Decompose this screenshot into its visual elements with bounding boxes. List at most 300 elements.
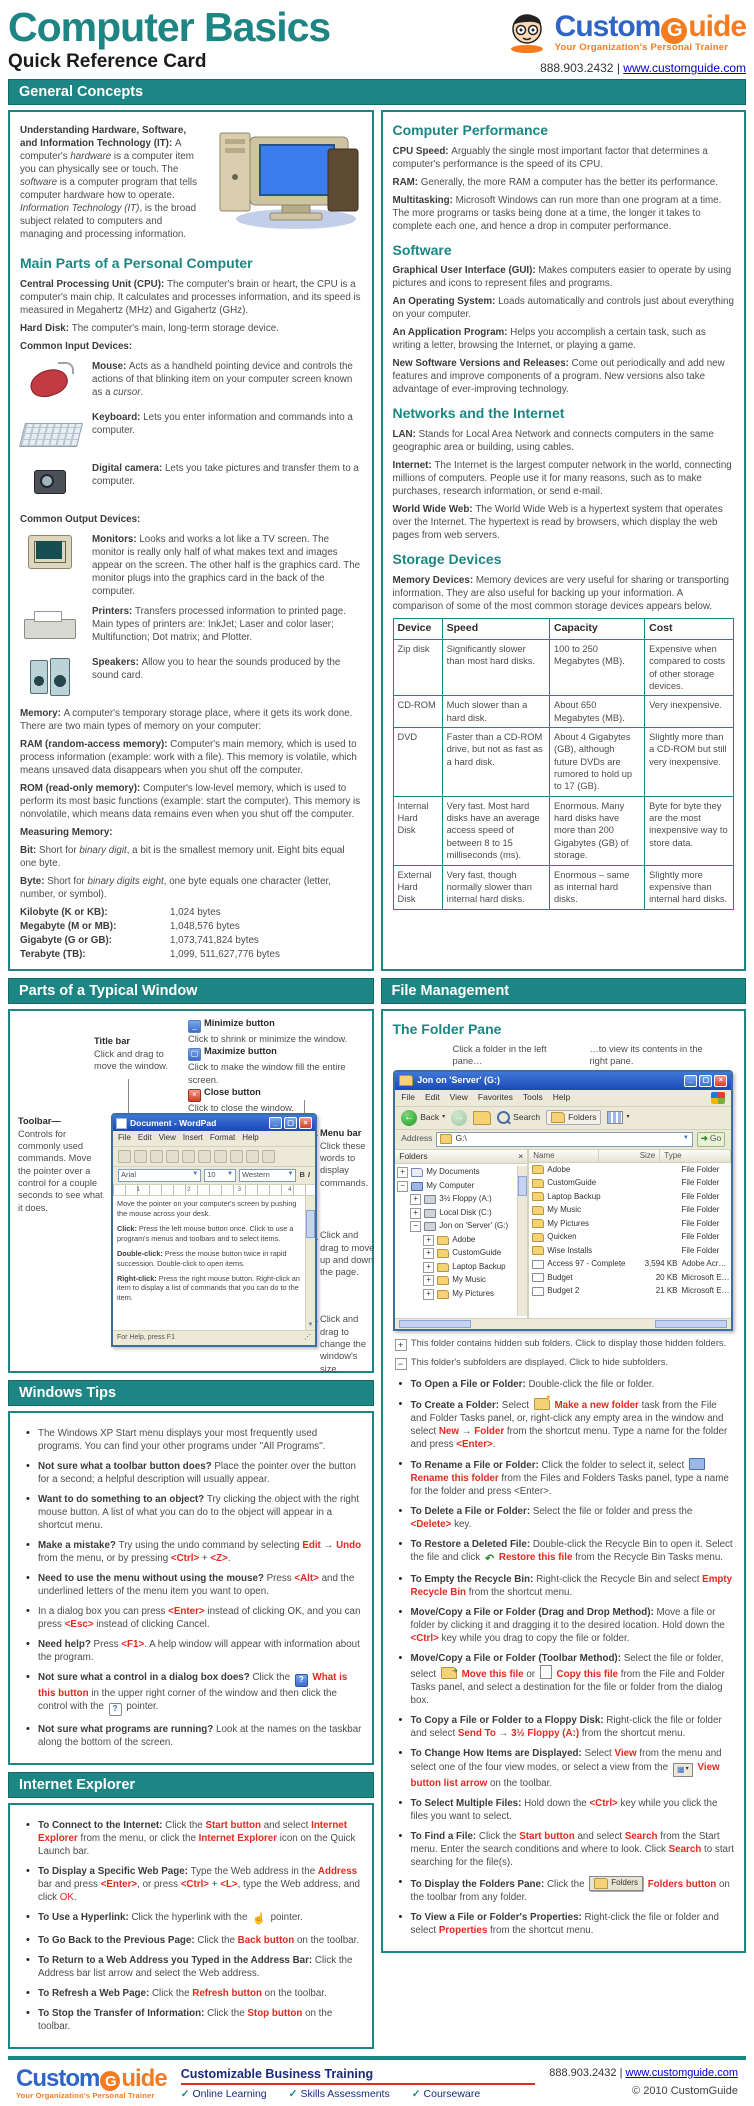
file-row: Budget 20 KB Microsoft E…	[529, 1271, 731, 1285]
menu-item: Edit	[424, 1091, 440, 1102]
folder-icon	[437, 1276, 449, 1285]
table-header: Capacity	[550, 618, 645, 639]
menu-item: View	[158, 1133, 176, 1143]
list-item: • To Display a Specific Web Page: Type the Web address in the Address bar and press <Enter>, or press <Ctrl> + <L>, type the Web address, and click OK.	[26, 1865, 362, 1904]
list-item: • Need help? Press <F1>. A help window will appear with information about the program.	[26, 1638, 362, 1664]
logo-custom: Custom	[554, 10, 661, 43]
scrollbar-callout-desc: Click and drag to move up and down the page.	[320, 1230, 375, 1278]
expand-icon: +	[423, 1262, 434, 1273]
font-script-select: Western ▼	[239, 1169, 297, 1182]
folder-icon	[399, 1075, 413, 1086]
maximize-button: ▢	[284, 1117, 297, 1129]
close-callout-desc: Click to close the window.	[188, 1102, 294, 1113]
check-icon: ✓	[288, 2087, 298, 2100]
paragraph: Double-click: Press the mouse button twice in rapid succession. Double-click to open items.	[117, 1248, 287, 1268]
tree-scrollbar	[517, 1166, 527, 1316]
check-icon: ✓	[180, 2087, 190, 2100]
menu-item: Help	[552, 1091, 571, 1102]
wordpad-title-text: Document - WordPad	[130, 1117, 217, 1128]
list-item: • To Display the Folders Pane: Click the Folders Folders button on the toolbar from any folder.	[399, 1876, 735, 1904]
footer-tagline-title: Customizable Business Training	[181, 2067, 536, 2085]
networks-paragraphs	[393, 428, 735, 542]
file-row: My Music File Folder	[529, 1204, 731, 1218]
resize-callout	[320, 1313, 378, 1375]
section-banner-general-concepts: General Concepts	[8, 79, 746, 105]
file-row: Laptop Backup File Folder	[529, 1190, 731, 1204]
list-item: • Want to do something to an object? Try clicking the object with the right mouse button. A list of what you can do to the object will appear in a shortcut menu.	[26, 1493, 362, 1532]
paragraph: Graphical User Interface (GUI): Makes computers easier to operate by using pictures and icons to represent files and programs.	[392, 265, 732, 290]
menu-item: Favorites	[477, 1091, 513, 1102]
titlebar-callout-label: Title bar	[94, 1036, 130, 1047]
minimize-callout-label: Minimize button	[204, 1018, 275, 1029]
explorer-window	[393, 1070, 733, 1331]
tree-item: − My Computer	[397, 1179, 517, 1193]
list-item: • To Stop the Transfer of Information: Click the Stop button on the toolbar.	[26, 2007, 362, 2033]
minimize-button-icon: _	[188, 1020, 201, 1033]
maximize-button-icon: ▢	[188, 1048, 201, 1061]
paragraph: RAM: Generally, the more RAM a computer has the better its performance.	[392, 176, 718, 188]
left-column-stack	[8, 978, 374, 2049]
menu-item: Edit	[137, 1133, 152, 1143]
close-pane-icon: ×	[518, 1150, 524, 1161]
main-parts-paragraphs	[20, 278, 362, 335]
paragraph: New Software Versions and Releases: Come out periodically and add new features and improve components of a program. New versions also take advantage of ever-improving technology.	[392, 358, 725, 396]
menu-item: 4	[287, 1185, 292, 1193]
folder-icon	[437, 1236, 449, 1245]
folder-icon	[532, 1165, 544, 1174]
table-cell: Internal Hard Disk	[393, 796, 442, 865]
paragraph: + This folder contains hidden sub folders. Click to display those hidden folders.	[393, 1337, 735, 1351]
folder-icon	[532, 1246, 544, 1255]
scrollbar-callout	[320, 1229, 378, 1278]
list-item: • To Create a Folder: Select ✶ Make a new folder task from the File and Folder Tasks panel, or, right-click any empty area in the window and select New → Folder from the shortcut menu. Type a name for the folder and press <Enter>.	[399, 1398, 735, 1451]
paragraph: Central Processing Unit (CPU): The computer's brain or heart, the CPU is a computer's main chip. It calculates and processes information, and its speed is measured in Megahertz (MHz) and Gigahertz (GHz).	[20, 278, 361, 316]
folder-tree	[397, 1166, 517, 1316]
expand-icon: +	[423, 1235, 434, 1246]
wordpad-document-text	[113, 1196, 305, 1330]
table-header: Speed	[442, 618, 549, 639]
file-row: Wise Installs File Folder	[529, 1244, 731, 1258]
minimize-button: _	[684, 1075, 697, 1087]
font-size-select: 10 ▼	[204, 1169, 236, 1182]
input-devices-heading: Common Input Devices:	[20, 340, 133, 352]
viewbtn-icon: ▦ ▾	[673, 1763, 693, 1777]
expand-icon: +	[410, 1194, 421, 1205]
views-button: ▾	[607, 1111, 629, 1124]
table-cell: Very fast, though normally slower than internal hard disks.	[442, 865, 549, 909]
footer-logo	[16, 2065, 167, 2100]
font-name-select: Arial ▼	[118, 1169, 201, 1182]
folders-btn-icon: Folders	[589, 1876, 643, 1891]
callout-line	[128, 1079, 129, 1113]
monitor-icon	[20, 533, 84, 577]
forward-button: →	[451, 1110, 467, 1126]
heading-computer-performance: Computer Performance	[392, 122, 549, 138]
paragraph: Move the pointer on your computer's screen by pushing the mouse across your desk.	[117, 1199, 297, 1219]
paragraph: Hard Disk: The computer's main, long-term storage device.	[20, 322, 279, 334]
file-row: My Pictures File Folder	[529, 1217, 731, 1231]
paragraph: ROM (read-only memory): Computer's low-level memory, which is used to perform its most basic functions (example: start the computer). This memory is nonvolatile, which means data remains even when you shut off the computer.	[20, 783, 361, 821]
general-concepts-right-column	[381, 110, 747, 971]
explorer-menubar	[395, 1090, 731, 1107]
performance-paragraphs	[393, 145, 735, 233]
footer-copyright: © 2010 CustomGuide	[632, 2084, 738, 2097]
wordpad-menubar	[113, 1131, 315, 1147]
footer-services	[181, 2088, 536, 2100]
file-row: Adobe File Folder	[529, 1163, 731, 1177]
folders-pane	[395, 1150, 529, 1318]
footer-logo-uide: uide	[121, 2064, 167, 2092]
print-icon	[166, 1150, 179, 1163]
table-row	[393, 639, 734, 695]
list-item: • Not sure what a control in a dialog box does? Click the ? What is this button in the upper right corner of the window and then click the control with the ? pointer.	[26, 1671, 362, 1716]
paragraph: Memory: A computer's temporary storage place, where it gets its work done. There are two main types of memory on your computer:	[20, 707, 353, 732]
minimize-button: _	[269, 1117, 282, 1129]
section-banner-parts-window: Parts of a Typical Window	[8, 978, 374, 1004]
file-management-list	[393, 1378, 735, 1937]
file-row: CustomGuide File Folder	[529, 1177, 731, 1191]
menu-item: 3	[237, 1185, 242, 1193]
list-item: • To Connect to the Internet: Click the Start button and select Internet Explorer from the menu, or click the Internet Explorer icon on the Quick Launch bar.	[26, 1819, 362, 1858]
file-icon	[532, 1287, 544, 1296]
scroll-down-arrow-icon: ▼	[307, 1322, 314, 1329]
statusbar-text: For Help, press F1	[117, 1334, 175, 1342]
new-folder-icon	[534, 1398, 550, 1410]
contact-separator: |	[616, 61, 620, 75]
table-cell: Much slower than a hard disk.	[442, 696, 549, 728]
copy-icon	[540, 1665, 552, 1679]
folder-icon	[532, 1219, 544, 1228]
close-callout-label: Close button	[204, 1086, 261, 1097]
memory-unit-row: Gigabyte (G or GB): 1,073,741,824 bytes	[20, 935, 259, 947]
list-item: • The Windows XP Start menu displays your most frequently used programs. You can find your other programs under "All Programs".	[26, 1427, 362, 1453]
table-cell: About 4 Gigabytes (GB), although future DVDs are rumored to hold up to 17 (GB).	[550, 727, 645, 796]
footer-logo-custom: Custom	[16, 2064, 100, 2092]
logo-tagline: Your Organization's Personal Trainer	[554, 42, 729, 53]
help-icon: ?	[295, 1674, 308, 1687]
list-item: • To Go Back to the Previous Page: Click the Back button on the toolbar.	[26, 1934, 362, 1947]
camera-device-item: Digital camera: Lets you take pictures and transfer them to a computer.	[20, 462, 362, 506]
drive-icon	[440, 1134, 452, 1144]
logo-g-icon: G	[661, 18, 687, 44]
list-item: • To Change How Items are Displayed: Select View from the menu and select one of the four view modes, or select a view from the ▦ ▾ View button list arrow on the toolbar.	[399, 1747, 735, 1789]
find-icon	[198, 1150, 211, 1163]
folder-icon	[437, 1263, 449, 1272]
header	[8, 4, 746, 79]
close-button: ×	[299, 1117, 312, 1129]
footer-phone: 888.903.2432	[549, 2066, 617, 2079]
paragraph: Click: Press the left mouse button once. Click to use a program's menus and toolbars and to select items.	[117, 1224, 294, 1243]
camera-icon	[20, 462, 84, 506]
list-item: • To Delete a File or Folder: Select the file or folder and press the <Delete> key.	[399, 1505, 735, 1531]
list-item: • Move/Copy a File or Folder (Drag and Drop Method): Move a file or folder by clicking it and dragging it to the desired location. Hold down the <Ctrl> key while you drag to copy the file or folder.	[399, 1606, 735, 1645]
list-item: • To Copy a File or Folder to a Floppy Disk: Right-click the file or folder and select Send To → 3½ Floppy (A:) from the shortcut menu.	[399, 1714, 735, 1740]
memory-paragraphs	[20, 707, 362, 821]
list-item: • Make a mistake? Try using the undo command by selecting Edit → Undo from the menu, or by pressing <Ctrl> + <Z>.	[26, 1539, 362, 1565]
plusbox-icon: +	[395, 1339, 407, 1351]
paragraph: CPU Speed: Arguably the single most important factor that determines a computer's performance is the speed of its CPU.	[392, 145, 708, 170]
paragraph: An Application Program: Helps you accomplish a certain task, such as writing a letter, browsing the Internet, or playing a game.	[392, 327, 706, 352]
footer-website-link[interactable]: www.customguide.com	[625, 2066, 738, 2079]
file-list	[529, 1163, 731, 1317]
list-item: • To Use a Hyperlink: Click the hyperlink with the ☝ pointer.	[26, 1911, 362, 1927]
header-phone: 888.903.2432	[540, 61, 614, 75]
toolbar-callout-label: Toolbar—	[18, 1116, 61, 1127]
menu-item: 2	[186, 1185, 191, 1193]
header-website-link[interactable]: www.customguide.com	[623, 61, 746, 75]
check-icon: ✓	[411, 2087, 421, 2100]
mouse-device-item: Mouse: Acts as a handheld pointing device and controls the actions of that blinking item on your computer screen known as a cursor.	[20, 360, 362, 404]
folder-icon	[411, 1182, 423, 1191]
list-item: • To Refresh a Web Page: Click the Refresh button on the toolbar.	[26, 1987, 362, 2000]
footer-separator: |	[619, 2066, 623, 2079]
tree-item: + CustomGuide	[397, 1247, 517, 1261]
menu-item: Insert	[182, 1133, 203, 1143]
measuring-memory-paragraphs	[20, 844, 362, 901]
folder-icon	[437, 1290, 449, 1299]
horizontal-scrollbar	[395, 1318, 731, 1329]
expand-icon: +	[423, 1275, 434, 1286]
memory-unit-row: Megabyte (M or MB): 1,048,576 bytes	[20, 921, 240, 933]
file-icon	[532, 1273, 544, 1282]
column-name: Name	[529, 1150, 599, 1163]
wordpad-format-bar	[113, 1167, 315, 1185]
titlebar-callout	[94, 1035, 182, 1072]
list-item: • In a dialog box you can press <Enter> instead of clicking OK, and you can press <Esc> instead of clicking Cancel.	[26, 1605, 362, 1631]
internet-explorer-list	[20, 1819, 362, 2033]
paragraph: Multitasking: Microsoft Windows can run more than one program at a time. The more programs or tasks being done at a time, the longer it takes to complete each one, and hence a drop in computer performance.	[392, 194, 722, 232]
paragraph: Bit: Short for binary digit, a bit is the smallest memory unit. Eight bits equal one byte.	[20, 845, 345, 870]
tree-item: + My Pictures	[397, 1287, 517, 1301]
tree-item: + Laptop Backup	[397, 1260, 517, 1274]
address-label: Address	[401, 1133, 433, 1144]
paragraph: Right-click: Press the right mouse button. Right-click an item to display a list of commands that you can do to the item.	[117, 1273, 300, 1303]
table-cell: Expensive when compared to costs of other storage devices.	[645, 639, 734, 695]
desktop-computer-illustration	[210, 119, 362, 231]
table-header: Cost	[645, 618, 734, 639]
paragraph: Byte: Short for binary digits eight, one byte equals one character (letter, number, or symbol).	[20, 876, 331, 901]
paragraph: − This folder's subfolders are displayed. Click to hide subfolders.	[393, 1356, 735, 1370]
footer-contact	[549, 2067, 738, 2079]
software-paragraphs	[393, 264, 735, 396]
file-row: Quicken File Folder	[529, 1231, 731, 1245]
table-cell: Enormous – same as internal hard disks.	[550, 865, 645, 909]
folder-pane-callout-left: Click a folder in the left pane…	[452, 1043, 547, 1067]
callout-line	[304, 1100, 305, 1113]
explorer-menu-items	[401, 1092, 570, 1103]
tree-legend	[393, 1337, 735, 1370]
views-icon	[607, 1111, 623, 1124]
storage-comparison-table	[393, 618, 735, 910]
list-item: • To View a File or Folder's Properties: Right-click the file or folder and select Properties from the shortcut menu.	[399, 1911, 735, 1937]
folder-icon	[424, 1195, 436, 1204]
list-item: • Move/Copy a File or Folder (Toolbar Method): Select the file or folder, select ➜ Move this file or Copy this file from the File and Folder Tasks panel, and select a destination for the file or folder from the dialog box.	[399, 1652, 735, 1707]
move-icon	[441, 1667, 457, 1679]
speakers-device-item: Speakers: Allow you to hear the sounds produced by the sound card.	[20, 656, 362, 700]
paragraph: LAN: Stands for Local Area Network and connects computers in the same geographic area or building, using cables.	[392, 429, 714, 454]
explorer-toolbar	[395, 1107, 731, 1130]
search-button: Search	[497, 1111, 540, 1124]
windows-logo-icon	[711, 1092, 725, 1104]
paragraph: World Wide Web: The World Wide Web is a hypertext system that operates over the Internet. The hypertext is read by browsers, which display the web pages from web servers.	[392, 504, 723, 542]
expand-icon: +	[423, 1248, 434, 1259]
menu-item: Tools	[522, 1091, 543, 1102]
menu-item: View	[449, 1091, 468, 1102]
wordpad-toolbar	[113, 1147, 315, 1167]
search-icon	[497, 1111, 510, 1124]
maximize-button: ▢	[699, 1075, 712, 1087]
rename-icon	[689, 1458, 705, 1470]
mouse-icon	[20, 360, 84, 404]
table-cell: External Hard Disk	[393, 865, 442, 909]
expand-icon: +	[423, 1289, 434, 1300]
table-cell: Enormous. Many hard disks have more than 200 Gigabytes (GB) of storage.	[550, 796, 645, 865]
preview-icon	[182, 1150, 195, 1163]
resize-callout-desc: Click and drag to change the window's size.	[320, 1314, 367, 1374]
output-devices-heading: Common Output Devices:	[20, 513, 141, 525]
printer-device-item: Printers: Transfers processed information to printed page. Main types of printers are: InkJet; Laser and color laser; Multifunction; Dot matrix; and Plotter.	[20, 605, 362, 649]
up-folder-icon	[473, 1111, 491, 1125]
table-cell: Byte for byte they are the most inexpensive way to store data.	[645, 796, 734, 865]
table-row	[393, 865, 734, 909]
explorer-title-text: Jon on 'Server' (G:)	[417, 1074, 501, 1085]
menu-item: File	[118, 1133, 131, 1143]
collapse-icon: −	[410, 1221, 421, 1232]
wordpad-window	[111, 1113, 317, 1347]
folder-icon	[532, 1179, 544, 1188]
heading-storage-devices: Storage Devices	[392, 551, 502, 568]
list-item: • To Restore a Deleted File: Double-click the Recycle Bin to open it. Select the file and click ↶ Restore this file from the Recycle Bin Tasks menu.	[399, 1538, 735, 1567]
bold-icon: B	[299, 1170, 305, 1180]
menubar-callout-label: Menu bar	[320, 1128, 362, 1139]
list-item: • Need to use the menu without using the mouse? Press <Alt> and the underlined letters of the menu item you want to open.	[26, 1572, 362, 1598]
footer-service-item: ✓ Skills Assessments	[288, 2087, 390, 2100]
keyboard-device-item: Keyboard: Lets you enter information and commands into a computer.	[20, 411, 362, 455]
list-item: • To Find a File: Click the Start button and select Search from the Start menu. Enter the search conditions and where to look. Click Search to start searching for the file(s).	[399, 1830, 735, 1869]
minimize-callout-desc: Click to shrink or minimize the window.	[188, 1034, 348, 1044]
column-size: Size	[599, 1150, 660, 1163]
save-icon	[150, 1150, 163, 1163]
menubar-callout-desc: Click these words to display commands.	[320, 1140, 369, 1188]
minusbox-icon: −	[395, 1358, 407, 1370]
table-cell: CD-ROM	[393, 696, 442, 728]
folder-icon	[532, 1206, 544, 1215]
wordpad-statusbar	[113, 1330, 315, 1344]
page-subtitle: Quick Reference Card	[8, 51, 207, 73]
folders-button: Folders	[546, 1110, 601, 1125]
toolbar-callout	[18, 1115, 104, 1214]
table-cell: Slightly more expensive than internal hard disks.	[645, 865, 734, 909]
wordpad-ruler	[113, 1185, 315, 1197]
folder-icon	[532, 1192, 544, 1201]
output-devices-list	[20, 533, 362, 700]
heading-networks: Networks and the Internet	[392, 405, 565, 422]
section-banner-internet-explorer: Internet Explorer	[8, 1772, 374, 1798]
table-row	[393, 727, 734, 796]
logo-uide: uide	[688, 10, 746, 43]
undo-icon	[262, 1150, 275, 1163]
section-banner-windows-tips: Windows Tips	[8, 1380, 374, 1406]
tree-item: − Jon on 'Server' (G:)	[397, 1220, 517, 1234]
tree-item: + Local Disk (C:)	[397, 1206, 517, 1220]
paste-icon	[246, 1150, 259, 1163]
menu-item: Help	[242, 1133, 259, 1143]
table-cell: About 650 Megabytes (MB).	[550, 696, 645, 728]
paragraph: Internet: The Internet is the largest computer network in the world, connecting millions of computers. People use it for many reasons, such as to make purchases, research information, or send e-mail.	[392, 460, 732, 498]
table-row	[393, 696, 734, 728]
footer-logo-g-icon: G	[100, 2071, 120, 2091]
list-item: • Not sure what programs are running? Look at the names on the taskbar along the bottom of the screen.	[26, 1723, 362, 1749]
table-cell: Zip disk	[393, 639, 442, 695]
page-title: Computer Basics	[8, 4, 331, 50]
toolbar-callout-desc: Controls for commonly used commands. Move the pointer over a control for a couple seconds to see what it does.	[18, 1128, 103, 1213]
folder-icon	[437, 1249, 449, 1258]
italic-icon: I	[307, 1170, 310, 1180]
folder-icon	[424, 1209, 436, 1218]
table-cell: Slightly more than a CD-ROM but still very inexpensive.	[645, 727, 734, 796]
folder-pane-callout-right: …to view its contents in the right pane.	[589, 1043, 703, 1067]
right-column-stack	[381, 978, 747, 2049]
table-cell: Faster than a CD-ROM drive, but not as fast as a hard disk.	[442, 727, 549, 796]
list-item: • To Rename a File or Folder: Click the folder to select it, select Rename this folder from the Files and Folders Tasks panel, type a name for the folder and press <Enter>.	[399, 1458, 735, 1498]
heading-software: Software	[392, 241, 452, 258]
back-button: ← Back ▾	[401, 1110, 445, 1126]
printer-icon	[20, 605, 84, 649]
general-concepts-left-column	[8, 110, 374, 971]
table-row	[393, 796, 734, 865]
list-item: • To Empty the Recycle Bin: Right-click the Recycle Bin and select Empty Recycle Bin from the shortcut menu.	[399, 1573, 735, 1599]
maximize-callout-label: Maximize button	[204, 1046, 277, 1057]
memory-unit-row: Terabyte (TB): 1,099, 511,627,776 bytes	[20, 949, 280, 961]
menubar-callout	[320, 1127, 378, 1189]
heading-main-parts: Main Parts of a Personal Computer	[20, 255, 253, 272]
section-banner-file-management: File Management	[381, 978, 747, 1004]
memory-unit-row: Kilobyte (K or KB): 1,024 bytes	[20, 907, 221, 919]
list-item: • To Select Multiple Files: Hold down the <Ctrl> key while you click the files you want to select.	[399, 1797, 735, 1823]
hand-icon: ☝	[252, 1913, 266, 1926]
paragraph: An Operating System: Loads automatically and controls just about everything on your computer.	[392, 296, 734, 321]
intro-paragraph: Understanding Hardware, Software, and Information Technology (IT): A computer's hardware is a computer item you can physically see or touch. The software is a computer program that tells computer hardware how to operate. Information Technology (IT), is the broad subject related to computers and managing and processing information.	[20, 125, 197, 241]
tree-item: + 3½ Floppy (A:)	[397, 1193, 517, 1207]
folders-pane-title: Folders	[399, 1150, 428, 1161]
vertical-scrollbar	[305, 1196, 315, 1330]
expand-icon: +	[397, 1167, 408, 1178]
customguide-mascot-icon	[505, 11, 549, 53]
file-icon	[532, 1260, 544, 1269]
wordpad-app-icon	[116, 1118, 127, 1129]
menu-item: 1	[136, 1185, 141, 1193]
new-icon	[118, 1150, 131, 1163]
collapse-icon: −	[397, 1181, 408, 1192]
footer	[8, 2056, 746, 2106]
explorer-address-bar	[395, 1130, 731, 1150]
column-type: Type	[660, 1150, 731, 1163]
expand-icon: +	[410, 1208, 421, 1219]
folder-icon	[532, 1233, 544, 1242]
measuring-memory-heading: Measuring Memory:	[20, 827, 113, 839]
table-cell: 100 to 250 Megabytes (MB).	[550, 639, 645, 695]
menu-item: Format	[209, 1133, 236, 1143]
titlebar-callout-desc: Click and drag to move the window.	[94, 1048, 168, 1071]
folder-icon	[411, 1168, 423, 1177]
explorer-titlebar	[395, 1072, 731, 1090]
address-input: G:\ ▼	[436, 1132, 692, 1147]
tree-item: + My Documents	[397, 1166, 517, 1180]
file-row: Budget 2 21 KB Microsoft E…	[529, 1285, 731, 1299]
maximize-callout-desc: Click to make the window fill the entire screen.	[188, 1062, 346, 1085]
speakers-icon	[20, 656, 84, 700]
keyboard-icon	[20, 411, 84, 455]
